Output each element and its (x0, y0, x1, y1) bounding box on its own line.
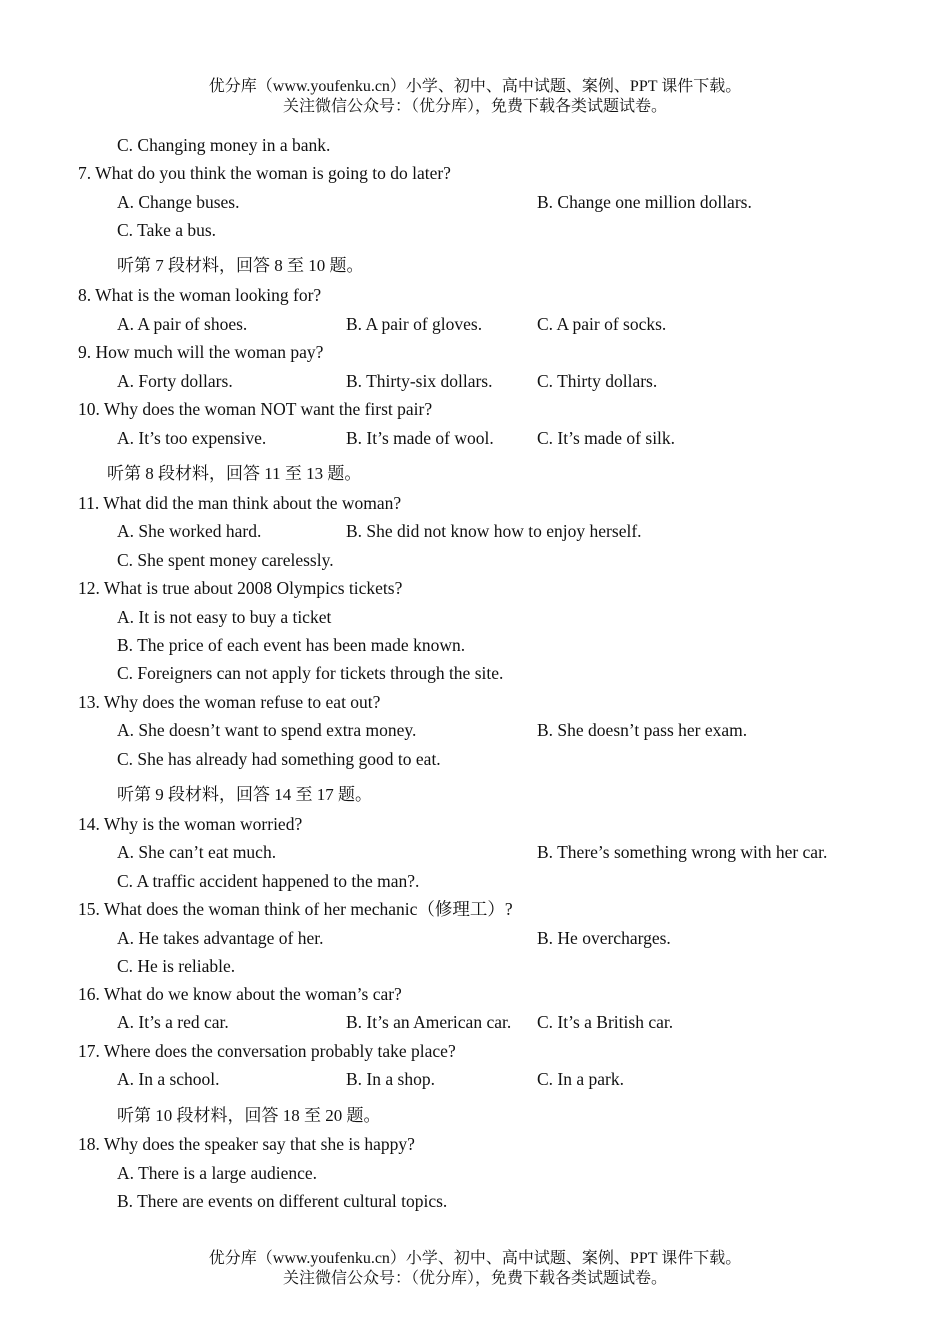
question-12: 12. What is true about 2008 Olympics tickets? (78, 578, 403, 598)
section-10-heading: 听第 10 段材料，回答 18 至 20 题。 (117, 1106, 381, 1125)
q7-option-b: B. Change one million dollars. (537, 192, 752, 212)
q16-option-b: B. It’s an American car. (346, 1012, 512, 1032)
q13-option-c: C. She has already had something good to eat. (117, 749, 441, 769)
section-8-heading: 听第 8 段材料，回答 11 至 13 题。 (107, 464, 362, 483)
q13-option-b: B. She doesn’t pass her exam. (537, 720, 748, 740)
q11-option-c: C. She spent money carelessly. (117, 550, 334, 570)
question-8: 8. What is the woman looking for? (78, 285, 322, 305)
q8-option-c: C. A pair of socks. (537, 314, 667, 334)
section-9-heading: 听第 9 段材料，回答 14 至 17 题。 (117, 785, 372, 804)
q14-option-a: A. She can’t eat much. (117, 842, 277, 862)
question-18: 18. Why does the speaker say that she is happy? (78, 1134, 415, 1154)
question-17: 17. Where does the conversation probably take place? (78, 1041, 456, 1061)
q15-option-b: B. He overcharges. (537, 928, 671, 948)
q16-option-a: A. It’s a red car. (117, 1012, 229, 1032)
q9-option-c: C. Thirty dollars. (537, 371, 658, 391)
q7-option-c: C. Take a bus. (117, 220, 217, 240)
q16-option-c: C. It’s a British car. (537, 1012, 674, 1032)
q14-option-c: C. A traffic accident happened to the man?. (117, 871, 420, 891)
q12-option-a: A. It is not easy to buy a ticket (117, 607, 332, 627)
footer-line-2: 关注微信公众号：（优分库），免费下载各类试题试卷。 (282, 1270, 667, 1287)
q9-option-b: B. Thirty-six dollars. (346, 371, 493, 391)
q17-option-a: A. In a school. (117, 1069, 220, 1089)
q8-option-a: A. A pair of shoes. (117, 314, 248, 334)
q6-option-c: C. Changing money in a bank. (117, 135, 331, 155)
question-10: 10. Why does the woman NOT want the first pair? (78, 399, 433, 419)
q7-option-a: A. Change buses. (117, 192, 240, 212)
question-13: 13. Why does the woman refuse to eat out? (78, 692, 381, 712)
q8-option-b: B. A pair of gloves. (346, 314, 483, 334)
q11-option-a: A. She worked hard. (117, 521, 262, 541)
q14-option-b: B. There’s something wrong with her car. (537, 842, 828, 862)
q12-option-c: C. Foreigners can not apply for tickets through the site. (117, 663, 504, 683)
section-7-heading: 听第 7 段材料，回答 8 至 10 题。 (117, 256, 364, 275)
q9-option-a: A. Forty dollars. (117, 371, 233, 391)
question-16: 16. What do we know about the woman’s car? (78, 984, 402, 1004)
q10-option-c: C. It’s made of silk. (537, 428, 676, 448)
header-line-1: 优分库（www.youfenku.cn）小学、初中、高中试题、案例、PPT 课件下载。 (208, 78, 742, 95)
q15-option-c: C. He is reliable. (117, 956, 236, 976)
q17-option-c: C. In a park. (537, 1069, 624, 1089)
footer-line-1: 优分库（www.youfenku.cn）小学、初中、高中试题、案例、PPT 课件下载。 (208, 1250, 742, 1267)
q12-option-b: B. The price of each event has been made known. (117, 635, 466, 655)
q10-option-b: B. It’s made of wool. (346, 428, 494, 448)
q15-option-a: A. He takes advantage of her. (117, 928, 324, 948)
q11-option-b: B. She did not know how to enjoy herself. (346, 521, 642, 541)
header-line-2: 关注微信公众号：（优分库），免费下载各类试题试卷。 (282, 98, 667, 115)
q10-option-a: A. It’s too expensive. (117, 428, 267, 448)
page-header (0, 77, 950, 117)
question-9: 9. How much will the woman pay? (78, 342, 324, 362)
q18-option-b: B. There are events on different cultural topics. (117, 1191, 448, 1211)
q17-option-b: B. In a shop. (346, 1069, 435, 1089)
page-footer (0, 1249, 950, 1289)
q18-option-a: A. There is a large audience. (117, 1163, 318, 1183)
question-7: 7. What do you think the woman is going to do later? (78, 163, 451, 183)
question-15: 15. What does the woman think of her mechanic（修理工）? (78, 899, 513, 919)
question-11: 11. What did the man think about the woman? (78, 493, 402, 513)
q13-option-a: A. She doesn’t want to spend extra money. (117, 720, 417, 740)
question-14: 14. Why is the woman worried? (78, 814, 303, 834)
